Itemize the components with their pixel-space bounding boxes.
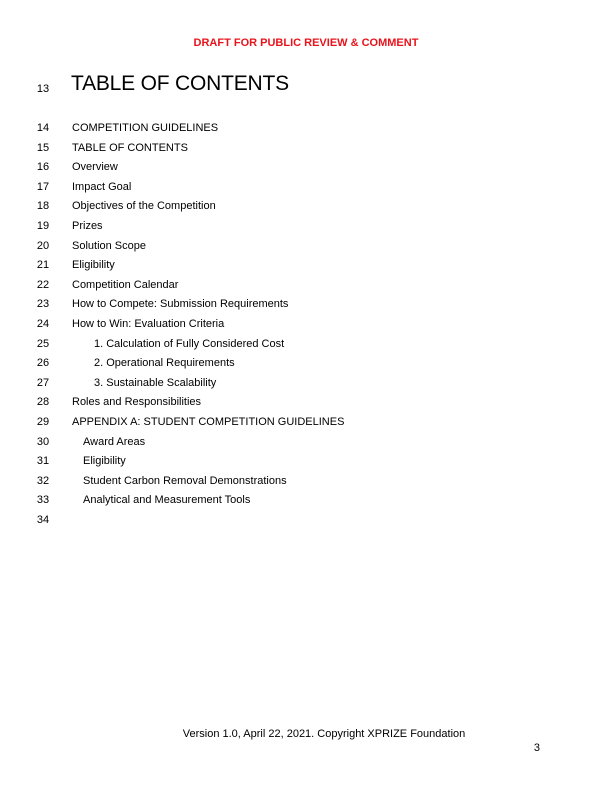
draft-banner: DRAFT FOR PUBLIC REVIEW & COMMENT <box>193 37 419 49</box>
toc-entry-label: Eligibility <box>83 455 126 468</box>
line-number: 26 <box>36 357 50 370</box>
line-number: 19 <box>36 219 50 232</box>
line-number: 31 <box>36 455 50 468</box>
line-number: 13 <box>36 83 50 95</box>
toc-entry <box>0 395 612 415</box>
line-number: 34 <box>36 513 50 526</box>
line-number: 33 <box>36 494 50 507</box>
toc-entry-label: Student Carbon Removal Demonstrations <box>83 474 287 487</box>
toc-entry-label: Prizes <box>72 219 103 232</box>
line-number: 15 <box>36 141 50 154</box>
toc-entry-label: Roles and Responsibilities <box>72 396 202 409</box>
toc-entry-label: Overview <box>72 161 118 174</box>
line-number: 17 <box>36 180 50 193</box>
toc-entry-label: 3. Sustainable Scalability <box>94 376 217 389</box>
toc-entry <box>0 278 612 298</box>
toc-entry-label: Competition Calendar <box>72 278 179 291</box>
line-number: 24 <box>36 317 50 330</box>
toc-entry <box>0 435 612 455</box>
toc-entry <box>0 513 612 533</box>
line-number: 23 <box>36 298 50 311</box>
toc-entry <box>0 493 612 513</box>
toc-entry <box>0 199 612 219</box>
toc-entry-label: Eligibility <box>72 259 115 272</box>
toc-entry <box>0 454 612 474</box>
line-number: 30 <box>36 435 50 448</box>
toc-entry-label: How to Compete: Submission Requirements <box>72 298 289 311</box>
table-of-contents-list <box>0 121 612 532</box>
footer-version-text: Version 1.0, April 22, 2021. Copyright XPRIZE Foundation <box>182 728 466 740</box>
line-number: 28 <box>36 396 50 409</box>
toc-entry-label: How to Win: Evaluation Criteria <box>72 317 225 330</box>
toc-entry <box>0 474 612 494</box>
toc-entry <box>0 297 612 317</box>
toc-entry-label: Award Areas <box>83 435 146 448</box>
toc-entry <box>0 160 612 180</box>
toc-entry <box>0 121 612 141</box>
line-number: 16 <box>36 161 50 174</box>
line-number: 32 <box>36 474 50 487</box>
toc-entry <box>0 141 612 161</box>
line-number: 27 <box>36 376 50 389</box>
toc-entry <box>0 337 612 357</box>
page-title: TABLE OF CONTENTS <box>71 72 289 95</box>
toc-entry <box>0 415 612 435</box>
toc-entry <box>0 258 612 278</box>
line-number: 20 <box>36 239 50 252</box>
toc-entry-label: Impact Goal <box>72 180 132 193</box>
toc-entry <box>0 180 612 200</box>
toc-entry-label: TABLE OF CONTENTS <box>72 141 188 154</box>
line-number: 22 <box>36 278 50 291</box>
line-number: 18 <box>36 200 50 213</box>
line-number: 21 <box>36 259 50 272</box>
toc-entry-label: APPENDIX A: STUDENT COMPETITION GUIDELINES <box>72 415 345 428</box>
toc-entry <box>0 376 612 396</box>
toc-entry-label: Analytical and Measurement Tools <box>83 494 251 507</box>
toc-entry <box>0 239 612 259</box>
toc-entry-label: COMPETITION GUIDELINES <box>72 122 219 134</box>
line-number: 14 <box>36 122 50 134</box>
toc-entry <box>0 219 612 239</box>
line-number: 25 <box>36 337 50 350</box>
toc-entry <box>0 317 612 337</box>
page-number: 3 <box>533 742 540 754</box>
toc-entry-label: 2. Operational Requirements <box>94 357 235 370</box>
toc-entry-label: Solution Scope <box>72 239 146 252</box>
toc-entry-label: Objectives of the Competition <box>72 200 216 213</box>
toc-heading-row <box>0 72 612 102</box>
toc-entry-label: 1. Calculation of Fully Considered Cost <box>94 337 285 350</box>
toc-entry <box>0 356 612 376</box>
line-number: 29 <box>36 415 50 428</box>
